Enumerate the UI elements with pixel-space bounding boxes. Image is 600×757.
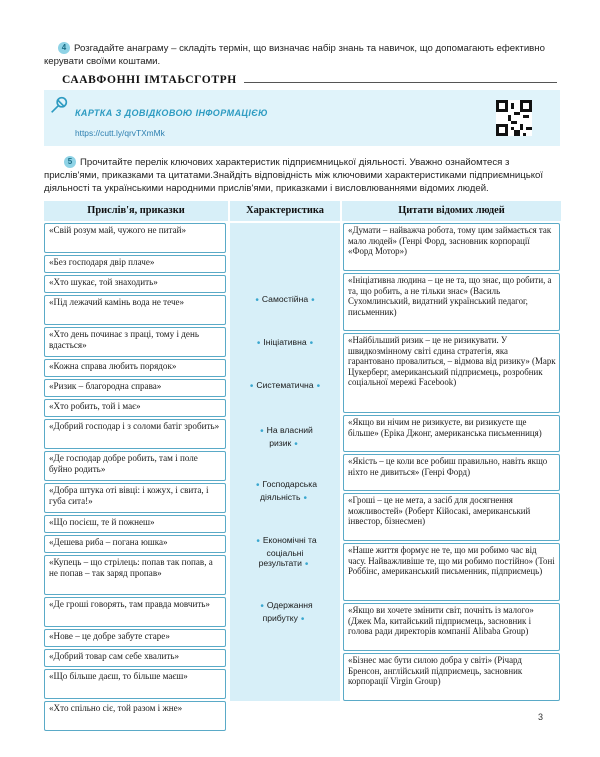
qr-code [496, 100, 532, 136]
proverb-cell[interactable]: «Добра штука оті вівці: і кожух, і свита, і губа сита!» [44, 483, 226, 513]
quote-cell[interactable]: «Наше життя формує не те, що ми робимо час від часу. Найважливіше те, що ми робимо постійно» (Тоні Роббінс, американський письменник, підприємець) [343, 543, 560, 601]
proverb-cell[interactable]: «Дешева риба – погана юшка» [44, 535, 226, 553]
quote-cell[interactable]: «Найбільший ризик – це не ризикувати. У швидкозмінному світі єдина стратегія, яка гарантовано провалиться, – відмова від ризику» (Марк Цукерберг, американський підприємець, розробник соціальної мережі Facebook) [343, 333, 560, 413]
header-proverbs: Прислів'я, приказки [44, 201, 228, 221]
task-5-text: Прочитайте перелік ключових характеристик підприємницької діяльності. Уважно ознайомтеся з прислів'ями, приказками та цитатами.Знайдіть відповідність між ключовими характеристиками підприємницької діяльності та українськими народними прислів'ями, приказками і висловлюваннями відомих людей. [44, 157, 544, 194]
proverb-cell[interactable]: «Без господаря двір плаче» [44, 255, 226, 273]
quote-cell[interactable]: «Якість – це коли все робиш правильно, навіть якщо ніхто не дивиться» (Генрі Форд) [343, 454, 560, 491]
task-4 [44, 42, 560, 68]
proverb-cell[interactable]: «Купець – що стрілець: попав так попав, а не попав – так заряд пропав» [44, 555, 226, 595]
page-number: 3 [538, 712, 544, 722]
proverbs-column [44, 223, 226, 733]
quote-cell[interactable]: «Бізнес має бути силою добра у світі» (Річард Бренсон, англійський підприємець, засновник корпорації Virgin Group) [343, 653, 560, 701]
characteristic-item[interactable]: • На власний ризик • [260, 425, 313, 450]
proverb-cell[interactable]: «Хто спільно сіє, той разом і жне» [44, 701, 226, 731]
task-4-text: Розгадайте анаграму – складіть термін, що визначає набір знань та навичок, що допомагають ефективно керувати своїми коштами. [44, 43, 545, 67]
header-quotes: Цитати відомих людей [342, 201, 561, 221]
quote-cell[interactable]: «Ініціативна людина – це не та, що знає, що робити, а та, що робить, а не тільки знає» (Василь Сухомлинський, видатний український педагог, письменник) [343, 273, 560, 331]
pushpin-icon [48, 94, 70, 116]
quote-cell[interactable]: «Гроші – це не мета, а засіб для досягнення можливостей» (Роберт Кійосакі, американський інвестор, бізнесмен) [343, 493, 560, 541]
card-link[interactable]: https://cutt.ly/qrvTXmMk [75, 128, 165, 138]
task-number: 4 [58, 42, 70, 54]
proverb-cell[interactable]: «Хто шукає, той знаходить» [44, 275, 226, 293]
proverb-cell[interactable]: «Нове – це добре забуте старе» [44, 629, 226, 647]
proverb-cell[interactable]: «Під лежачий камінь вода не тече» [44, 295, 226, 325]
proverb-cell[interactable]: «Хто робить, той і має» [44, 399, 226, 417]
characteristic-item[interactable]: • Ініціативна • [256, 337, 314, 349]
characteristic-item[interactable]: • Одержання прибутку • [260, 600, 313, 625]
quote-cell[interactable]: «Якщо ви хочете змінити світ, почніть із малого» (Джек Ма, китайський підприємець, засновник і голова ради директорів компанії Alibaba Group) [343, 603, 560, 651]
characteristic-item[interactable]: • Систематична • [249, 380, 321, 392]
characteristic-item[interactable]: • Самостійна • [255, 294, 315, 306]
proverb-cell[interactable]: «Кожна справа любить порядок» [44, 359, 226, 377]
card-title: КАРТКА З ДОВІДКОВОЮ ІНФОРМАЦІЄЮ [75, 108, 268, 118]
task-5 [44, 156, 560, 195]
quote-cell[interactable]: «Думати – найважча робота, тому цим займається так мало людей» (Генрі Форд, засновник корпорації «Форд Мотор») [343, 223, 560, 271]
proverb-cell[interactable]: «Добрий господар і з соломи батіг зробить» [44, 419, 226, 449]
header-characteristic: Характеристика [230, 201, 340, 221]
proverb-cell[interactable]: «Що посієш, те й пожнеш» [44, 515, 226, 533]
proverb-cell[interactable]: «Ризик – благородна справа» [44, 379, 226, 397]
task-number: 5 [64, 156, 76, 168]
proverb-cell[interactable]: «Що більше даєш, то більше маєш» [44, 669, 226, 699]
quotes-column [343, 223, 560, 703]
proverb-cell[interactable]: «Свій розум май, чужого не питай» [44, 223, 226, 253]
proverb-cell[interactable]: «Хто день починає з праці, тому і день вдасться» [44, 327, 226, 357]
proverb-cell[interactable]: «Де гроші говорять, там правда мовчить» [44, 597, 226, 627]
characteristic-item[interactable]: • Економічні та соціальні результати • [256, 535, 317, 570]
proverb-cell[interactable]: «Добрий товар сам себе хвалить» [44, 649, 226, 667]
characteristic-item[interactable]: • Господарська діяльність • [256, 479, 317, 504]
quote-cell[interactable]: «Якщо ви нічим не ризикуєте, ви ризикуєте ще більше» (Еріка Джонг, американська письменниця) [343, 415, 560, 452]
answer-line[interactable] [244, 82, 557, 83]
anagram: СААВФОННІ ІМТАЬСГОТРН [62, 74, 237, 86]
anagram-row [62, 70, 557, 84]
proverb-cell[interactable]: «Де господар добре робить, там і поле буйно родить» [44, 451, 226, 481]
